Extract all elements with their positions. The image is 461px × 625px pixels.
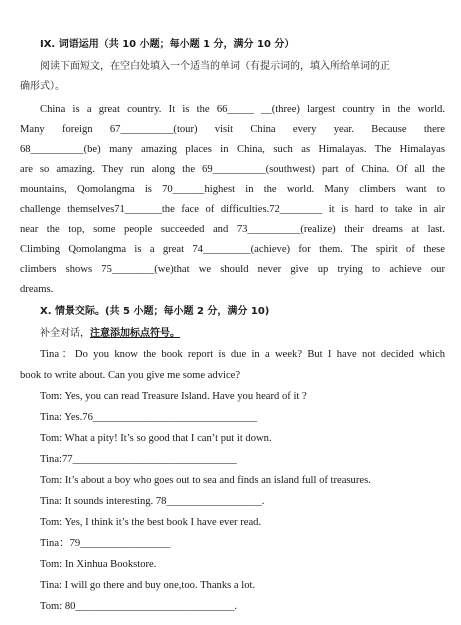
dialogue-line-1: Tina：Do you know the book report is due in a week? But I have not decided which	[40, 349, 445, 360]
passage-line-2: Many foreign 67__________(tour) visit China every year. Because there	[20, 124, 445, 135]
passage-line-8: Climbing Qomolangma is a great 74_________(achieve) for them. The spirit of these	[20, 244, 445, 255]
passage-line-10: dreams.	[20, 284, 54, 295]
passage-line-5: mountains, Qomolangma is 70______highest in the world. Many climbers want to	[20, 184, 445, 195]
passage-line-4: are so amazing. They run along the 69__________(southwest) part of China. Of all the	[20, 164, 445, 175]
passage-line-1: China is a great country. It is the 66_____ __(three) largest country in the world.	[40, 104, 445, 115]
passage-line-6: challenge themselves71_______the face of difficulties.72________ it is hard to take in air	[20, 204, 445, 215]
dialogue-line-6: Tina:77_______________________________	[40, 454, 237, 465]
section-9-title: IX. 词语运用（共 10 小题；每小题 1 分，满分 10 分）	[40, 39, 295, 50]
section-9-instruction-line-1: 阅读下面短文，在空白处填入一个适当的单词（有提示词的，填入所给单词的正	[40, 61, 390, 72]
section-10-instruction	[40, 327, 445, 340]
dialogue-line-3: Tom: Yes, you can read Treasure Island. Have you heard of it ?	[40, 391, 307, 402]
passage-line-7: near the top, some people succeeded and 73__________(realize) their dreams at last.	[20, 224, 445, 235]
section-9-instruction-line-2: 确形式）。	[20, 81, 65, 92]
dialogue-line-12: Tina: I will go there and buy one,too. Thanks a lot.	[40, 580, 256, 591]
dialogue-line-2: book to write about. Can you give me some advice?	[20, 370, 241, 381]
dialogue-line-10: Tina：79_________________	[40, 538, 171, 549]
passage-line-9: climbers shows 75________(we)that we should never give up trying to achieve our	[20, 264, 445, 275]
dialogue-line-5: Tom: What a pity! It’s so good that I can’t put it down.	[40, 433, 272, 444]
section-10-title: X. 情景交际。(共 5 小题；每小题 2 分，满分 10)	[40, 306, 270, 317]
instruction-plain: 补全对话，	[40, 328, 90, 339]
dialogue-line-9: Tom: Yes, I think it’s the best book I have ever read.	[40, 517, 262, 528]
dialogue-line-4: Tina: Yes.76_______________________________	[40, 412, 258, 423]
dialogue-line-7: Tom: It’s about a boy who goes out to sea and finds an island full of treasures.	[40, 475, 371, 486]
dialogue-line-8: Tina: It sounds interesting. 78__________________.	[40, 496, 265, 507]
passage-line-3: 68__________(be) many amazing places in China, such as Himalayas. The Himalayas	[20, 144, 445, 155]
dialogue-line-13: Tom: 80______________________________.	[40, 601, 238, 612]
instruction-emphasis: 注意添加标点符号。	[90, 328, 180, 339]
dialogue-line-11: Tom: In Xinhua Bookstore.	[40, 559, 157, 570]
